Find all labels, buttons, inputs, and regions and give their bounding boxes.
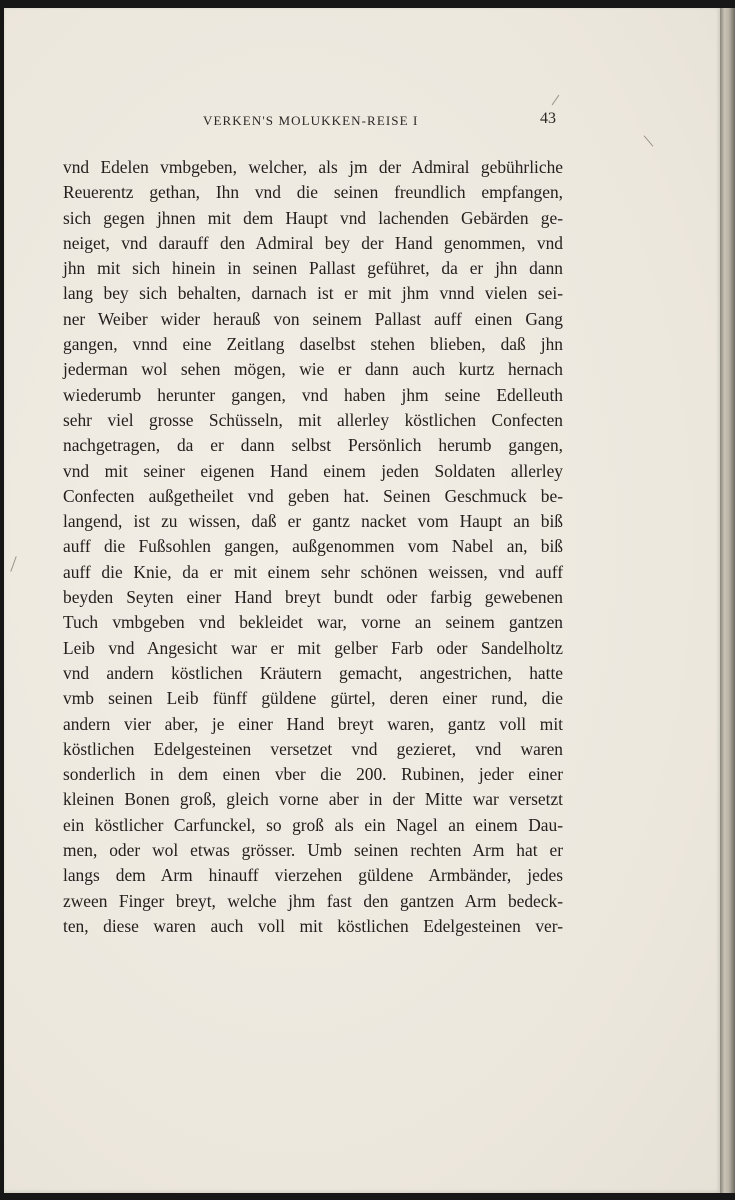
page-fore-edge bbox=[720, 8, 735, 1193]
page-number: 43 bbox=[540, 110, 556, 127]
text-line: ten, diese waren auch voll mit köstlichen Edelgesteinen ver- bbox=[63, 915, 563, 936]
text-line: köstlichen Edelgesteinen versetzet vnd gezieret, vnd waren bbox=[63, 738, 563, 759]
text-line: vnd andern köstlichen Kräutern gemacht, angestrichen, hatte bbox=[63, 662, 563, 683]
text-line: andern vier aber, je einer Hand breyt waren, gantz voll mit bbox=[63, 713, 563, 734]
text-line: zween Finger breyt, welche jhm fast den gantzen Arm bedeck- bbox=[63, 890, 563, 911]
text-line: neiget, vnd darauff den Admiral bey der Hand genommen, vnd bbox=[63, 232, 563, 253]
text-line: Confecten außgetheilet vnd geben hat. Seinen Geschmuck be- bbox=[63, 485, 563, 506]
running-head-title: VERKEN'S MOLUKKEN-REISE I bbox=[203, 113, 419, 128]
text-line: lang bey sich behalten, darnach ist er mit jhm vnnd vielen sei- bbox=[63, 283, 563, 304]
text-line: vmb seinen Leib fünff güldene gürtel, deren einer rund, die bbox=[63, 688, 563, 709]
text-line: jhn mit sich hinein in seinen Pallast geführet, da er jhn dann bbox=[63, 258, 563, 279]
body-text bbox=[63, 155, 563, 939]
pencil-mark bbox=[552, 95, 560, 105]
text-line: ner Weiber wider herauß von seinem Pallast auff einen Gang bbox=[63, 308, 563, 329]
text-line: Tuch vmbgeben vnd bekleidet war, vorne an seinem gantzen bbox=[63, 612, 563, 633]
pencil-mark bbox=[10, 556, 16, 571]
text-line: langs dem Arm hinauff vierzehen güldene Armbänder, jedes bbox=[63, 865, 563, 886]
text-line: kleinen Bonen groß, gleich vorne aber in der Mitte war versetzt bbox=[63, 789, 563, 810]
text-line: auff die Knie, da er mit einem sehr schönen weissen, vnd auff bbox=[63, 561, 563, 582]
text-line: vnd Edelen vmbgeben, welcher, als jm der Admiral gebührliche bbox=[63, 157, 563, 177]
text-line: nachgetragen, da er dann selbst Persönlich herumb gangen, bbox=[63, 435, 563, 456]
pencil-mark bbox=[644, 135, 654, 146]
text-line: beyden Seyten einer Hand breyt bundt oder farbig gewebenen bbox=[63, 587, 563, 608]
text-line: Leib vnd Angesicht war er mit gelber Farb oder Sandelholtz bbox=[63, 637, 563, 658]
text-line: men, oder wol etwas grösser. Umb seinen rechten Arm hat er bbox=[63, 840, 563, 861]
text-line: gangen, vnnd eine Zeitlang daselbst stehen blieben, daß jhn bbox=[63, 334, 563, 355]
text-line: sehr viel grosse Schüsseln, mit allerley köstlichen Confecten bbox=[63, 409, 563, 430]
book-page bbox=[4, 8, 720, 1193]
text-line: wiederumb herunter gangen, vnd haben jhm seine Edelleuth bbox=[63, 384, 563, 405]
running-head bbox=[4, 110, 720, 137]
text-line: sonderlich in dem einen vber die 200. Rubinen, jeder einer bbox=[63, 764, 563, 785]
text-line: Reuerentz gethan, Ihn vnd die seinen freundlich empfangen, bbox=[63, 182, 563, 203]
text-line: sich gegen jhnen mit dem Haupt vnd lachenden Gebärden ge- bbox=[63, 207, 563, 228]
text-line: jederman wol sehen mögen, wie er dann auch kurtz hernach bbox=[63, 359, 563, 380]
text-line: vnd mit seiner eigenen Hand einem jeden Soldaten allerley bbox=[63, 460, 563, 481]
text-line: auff die Fußsohlen gangen, außgenommen vom Nabel an, biß bbox=[63, 536, 563, 557]
text-line: langend, ist zu wissen, daß er gantz nacket vom Haupt an biß bbox=[63, 511, 563, 532]
text-line: ein köstlicher Carfunckel, so groß als ein Nagel an einem Dau- bbox=[63, 814, 563, 835]
